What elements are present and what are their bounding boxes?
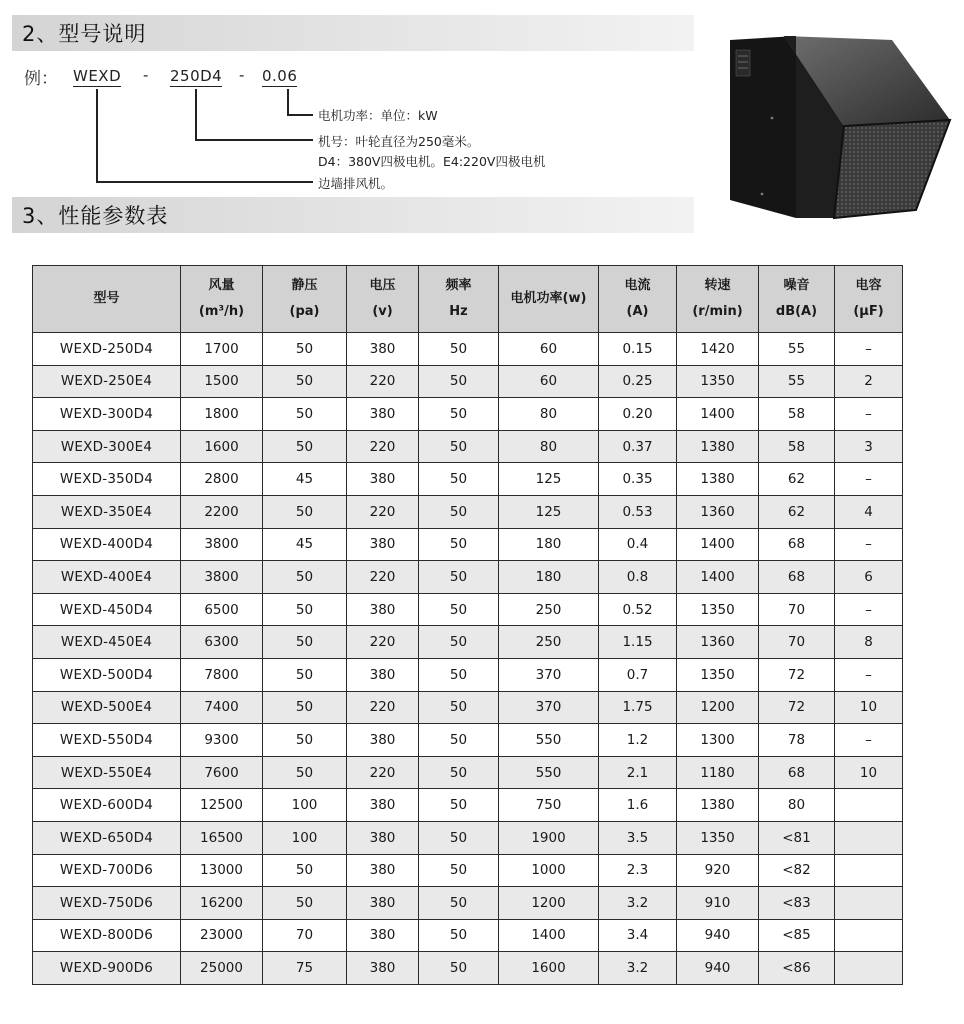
table-row (33, 658, 903, 691)
table-row (33, 430, 903, 463)
cell-voltage: 380 (347, 463, 419, 496)
cell-current: 1.2 (599, 724, 677, 757)
cell-motor-power: 80 (499, 430, 599, 463)
table-row (33, 756, 903, 789)
cell-motor-power: 180 (499, 528, 599, 561)
column-header-unit: (pa) (289, 304, 320, 319)
cell-model: WEXD-650D4 (33, 821, 181, 854)
cell-noise: 58 (759, 398, 835, 431)
cell-model: WEXD-500E4 (33, 691, 181, 724)
cell-static-pressure: 50 (263, 365, 347, 398)
cell-speed: 1360 (677, 626, 759, 659)
cell-capacitance: – (835, 724, 903, 757)
cell-frequency: 50 (419, 658, 499, 691)
cell-airflow: 6500 (181, 593, 263, 626)
cell-static-pressure: 50 (263, 724, 347, 757)
cell-current: 1.6 (599, 789, 677, 822)
cell-speed: 1420 (677, 333, 759, 366)
cell-model: WEXD-400D4 (33, 528, 181, 561)
cell-frequency: 50 (419, 724, 499, 757)
cell-model: WEXD-450D4 (33, 593, 181, 626)
cell-voltage: 380 (347, 789, 419, 822)
table-header-row (33, 266, 903, 333)
column-header-label: 噪音 (783, 278, 810, 293)
column-header-unit: (v) (372, 304, 393, 319)
cell-frequency: 50 (419, 593, 499, 626)
cell-motor-power: 370 (499, 691, 599, 724)
cell-static-pressure: 100 (263, 821, 347, 854)
cell-speed: 1380 (677, 789, 759, 822)
cell-frequency: 50 (419, 789, 499, 822)
cell-motor-power: 80 (499, 398, 599, 431)
cell-voltage: 380 (347, 593, 419, 626)
cell-speed: 1400 (677, 561, 759, 594)
cell-current: 3.2 (599, 887, 677, 920)
cell-airflow: 12500 (181, 789, 263, 822)
cell-frequency: 50 (419, 528, 499, 561)
cell-motor-power: 1000 (499, 854, 599, 887)
cell-airflow: 1600 (181, 430, 263, 463)
cell-noise: 62 (759, 463, 835, 496)
cell-voltage: 220 (347, 365, 419, 398)
cell-motor-power: 125 (499, 495, 599, 528)
cell-speed: 1360 (677, 495, 759, 528)
cell-noise: <85 (759, 919, 835, 952)
cell-airflow: 3800 (181, 528, 263, 561)
table-row (33, 333, 903, 366)
cell-airflow: 23000 (181, 919, 263, 952)
cell-speed: 1400 (677, 398, 759, 431)
cell-current: 0.53 (599, 495, 677, 528)
cell-airflow: 9300 (181, 724, 263, 757)
column-header-label: 转速 (704, 278, 731, 293)
cell-airflow: 2800 (181, 463, 263, 496)
column-header-label: 电机功率(w) (510, 291, 587, 306)
cell-motor-power: 250 (499, 626, 599, 659)
table-row (33, 887, 903, 920)
cell-static-pressure: 50 (263, 430, 347, 463)
cell-noise: <86 (759, 952, 835, 985)
cell-voltage: 380 (347, 887, 419, 920)
cell-model: WEXD-300D4 (33, 398, 181, 431)
cell-noise: <83 (759, 887, 835, 920)
cell-static-pressure: 50 (263, 495, 347, 528)
cell-noise: 72 (759, 658, 835, 691)
cell-noise: 78 (759, 724, 835, 757)
example-prefix: 例： (24, 69, 58, 89)
cell-capacitance (835, 919, 903, 952)
cell-capacitance (835, 821, 903, 854)
cell-motor-power: 550 (499, 724, 599, 757)
cell-current: 0.35 (599, 463, 677, 496)
note-motor-power: 电机功率：单位：kW (318, 108, 438, 123)
cell-frequency: 50 (419, 365, 499, 398)
cell-current: 0.25 (599, 365, 677, 398)
cell-voltage: 220 (347, 691, 419, 724)
column-header-label: 型号 (93, 291, 120, 306)
cell-voltage: 220 (347, 430, 419, 463)
table-row (33, 463, 903, 496)
cell-voltage: 380 (347, 821, 419, 854)
cell-frequency: 50 (419, 333, 499, 366)
cell-static-pressure: 45 (263, 528, 347, 561)
column-header-capacitance (835, 266, 903, 333)
cell-model: WEXD-550D4 (33, 724, 181, 757)
code-size: 250D4 (170, 67, 223, 85)
cell-model: WEXD-700D6 (33, 854, 181, 887)
cell-frequency: 50 (419, 887, 499, 920)
cell-noise: <82 (759, 854, 835, 887)
table-row (33, 789, 903, 822)
cell-model: WEXD-550E4 (33, 756, 181, 789)
cell-motor-power: 250 (499, 593, 599, 626)
cell-airflow: 7400 (181, 691, 263, 724)
cell-motor-power: 1900 (499, 821, 599, 854)
cell-current: 0.8 (599, 561, 677, 594)
cell-capacitance: – (835, 333, 903, 366)
column-header-static-pressure (263, 266, 347, 333)
cell-speed: 1380 (677, 463, 759, 496)
table-row (33, 398, 903, 431)
cell-current: 3.2 (599, 952, 677, 985)
cell-voltage: 380 (347, 724, 419, 757)
column-header-frequency (419, 266, 499, 333)
cell-airflow: 1500 (181, 365, 263, 398)
cell-current: 3.4 (599, 919, 677, 952)
cell-noise: 68 (759, 528, 835, 561)
cell-speed: 1350 (677, 821, 759, 854)
cell-noise: 70 (759, 593, 835, 626)
cell-voltage: 380 (347, 854, 419, 887)
cell-model: WEXD-350E4 (33, 495, 181, 528)
cell-motor-power: 370 (499, 658, 599, 691)
cell-frequency: 50 (419, 952, 499, 985)
column-header-label: 频率 (445, 278, 472, 293)
column-header-label: 静压 (291, 278, 318, 293)
cell-voltage: 380 (347, 398, 419, 431)
cell-current: 0.37 (599, 430, 677, 463)
column-header-unit: (A) (626, 304, 649, 319)
table-row (33, 593, 903, 626)
section-title: 2、型号说明 (22, 22, 147, 46)
cell-capacitance: 6 (835, 561, 903, 594)
cell-frequency: 50 (419, 430, 499, 463)
cell-voltage: 380 (347, 919, 419, 952)
cell-motor-power: 1200 (499, 887, 599, 920)
cell-frequency: 50 (419, 919, 499, 952)
cell-noise: 55 (759, 333, 835, 366)
column-header-label: 电压 (369, 278, 396, 293)
cell-capacitance (835, 887, 903, 920)
cell-model: WEXD-250D4 (33, 333, 181, 366)
cell-current: 2.1 (599, 756, 677, 789)
cell-static-pressure: 50 (263, 593, 347, 626)
section-header-performance (12, 197, 694, 233)
table-row (33, 919, 903, 952)
cell-noise: 68 (759, 756, 835, 789)
cell-airflow: 16500 (181, 821, 263, 854)
cell-voltage: 380 (347, 333, 419, 366)
cell-static-pressure: 70 (263, 919, 347, 952)
cell-speed: 910 (677, 887, 759, 920)
cell-capacitance: 3 (835, 430, 903, 463)
cell-speed: 920 (677, 854, 759, 887)
cell-static-pressure: 50 (263, 854, 347, 887)
cell-capacitance: 4 (835, 495, 903, 528)
cell-speed: 1300 (677, 724, 759, 757)
cell-capacitance: – (835, 658, 903, 691)
cell-capacitance: – (835, 593, 903, 626)
cell-capacitance: – (835, 463, 903, 496)
column-header-speed (677, 266, 759, 333)
cell-speed: 1200 (677, 691, 759, 724)
cell-current: 0.4 (599, 528, 677, 561)
table-row (33, 561, 903, 594)
cell-noise: 55 (759, 365, 835, 398)
cell-airflow: 1800 (181, 398, 263, 431)
cell-frequency: 50 (419, 463, 499, 496)
column-header-label: 电容 (855, 278, 882, 293)
column-header-unit: (m³/h) (198, 304, 245, 319)
table-row (33, 691, 903, 724)
cell-model: WEXD-500D4 (33, 658, 181, 691)
cell-airflow: 16200 (181, 887, 263, 920)
column-header-unit: Hz (449, 304, 468, 319)
cell-static-pressure: 50 (263, 398, 347, 431)
cell-model: WEXD-300E4 (33, 430, 181, 463)
table-row (33, 365, 903, 398)
cell-static-pressure: 50 (263, 626, 347, 659)
section-header-model-description (12, 15, 694, 51)
section-title: 3、性能参数表 (22, 204, 169, 228)
cell-noise: 70 (759, 626, 835, 659)
cell-airflow: 6300 (181, 626, 263, 659)
cell-model: WEXD-250E4 (33, 365, 181, 398)
cell-capacitance: – (835, 528, 903, 561)
cell-voltage: 380 (347, 528, 419, 561)
column-header-motor-power (499, 266, 599, 333)
performance-table (32, 265, 903, 985)
cell-capacitance (835, 952, 903, 985)
column-header-model (33, 266, 181, 333)
cell-voltage: 220 (347, 495, 419, 528)
cell-static-pressure: 50 (263, 691, 347, 724)
cell-current: 0.52 (599, 593, 677, 626)
cell-voltage: 380 (347, 952, 419, 985)
column-header-label: 风量 (208, 278, 235, 293)
cell-static-pressure: 75 (263, 952, 347, 985)
code-dash: - (143, 66, 149, 84)
cell-voltage: 220 (347, 756, 419, 789)
cell-noise: 72 (759, 691, 835, 724)
table-row (33, 952, 903, 985)
cell-airflow: 1700 (181, 333, 263, 366)
cell-speed: 1180 (677, 756, 759, 789)
cell-capacitance: 10 (835, 691, 903, 724)
cell-current: 1.15 (599, 626, 677, 659)
cell-static-pressure: 50 (263, 887, 347, 920)
cell-frequency: 50 (419, 561, 499, 594)
wall-exhaust-fan-icon (724, 22, 952, 222)
note-machine-size: 机号：叶轮直径为250毫米。 (318, 134, 480, 149)
cell-airflow: 7800 (181, 658, 263, 691)
cell-model: WEXD-400E4 (33, 561, 181, 594)
cell-frequency: 50 (419, 854, 499, 887)
table-row (33, 854, 903, 887)
cell-frequency: 50 (419, 626, 499, 659)
column-header-airflow (181, 266, 263, 333)
cell-motor-power: 60 (499, 365, 599, 398)
cell-capacitance: 10 (835, 756, 903, 789)
cell-current: 0.20 (599, 398, 677, 431)
cell-static-pressure: 50 (263, 658, 347, 691)
cell-motor-power: 1600 (499, 952, 599, 985)
table-row (33, 528, 903, 561)
cell-airflow: 2200 (181, 495, 263, 528)
cell-voltage: 380 (347, 658, 419, 691)
cell-motor-power: 180 (499, 561, 599, 594)
cell-static-pressure: 100 (263, 789, 347, 822)
cell-frequency: 50 (419, 691, 499, 724)
cell-model: WEXD-600D4 (33, 789, 181, 822)
cell-noise: 58 (759, 430, 835, 463)
cell-frequency: 50 (419, 821, 499, 854)
cell-model: WEXD-750D6 (33, 887, 181, 920)
cell-capacitance (835, 854, 903, 887)
table-row (33, 495, 903, 528)
cell-frequency: 50 (419, 495, 499, 528)
cell-speed: 940 (677, 952, 759, 985)
cell-speed: 940 (677, 919, 759, 952)
cell-motor-power: 60 (499, 333, 599, 366)
cell-current: 3.5 (599, 821, 677, 854)
cell-airflow: 3800 (181, 561, 263, 594)
cell-capacitance: 8 (835, 626, 903, 659)
cell-capacitance: – (835, 398, 903, 431)
cell-motor-power: 750 (499, 789, 599, 822)
cell-model: WEXD-900D6 (33, 952, 181, 985)
cell-capacitance (835, 789, 903, 822)
cell-noise: 80 (759, 789, 835, 822)
column-header-unit: (μF) (853, 304, 884, 319)
column-header-unit: (r/min) (692, 304, 743, 319)
cell-speed: 1350 (677, 365, 759, 398)
column-header-unit: dB(A) (775, 304, 818, 319)
cell-model: WEXD-350D4 (33, 463, 181, 496)
column-header-current (599, 266, 677, 333)
code-dash: - (239, 66, 245, 84)
cell-speed: 1380 (677, 430, 759, 463)
cell-current: 2.3 (599, 854, 677, 887)
cell-voltage: 220 (347, 626, 419, 659)
cell-speed: 1350 (677, 593, 759, 626)
code-series: WEXD (73, 67, 122, 85)
cell-noise: <81 (759, 821, 835, 854)
column-header-label: 电流 (624, 278, 651, 293)
cell-voltage: 220 (347, 561, 419, 594)
table-row (33, 626, 903, 659)
cell-static-pressure: 50 (263, 561, 347, 594)
cell-model: WEXD-800D6 (33, 919, 181, 952)
cell-current: 1.75 (599, 691, 677, 724)
cell-speed: 1400 (677, 528, 759, 561)
cell-capacitance: 2 (835, 365, 903, 398)
table-row (33, 724, 903, 757)
cell-noise: 68 (759, 561, 835, 594)
cell-model: WEXD-450E4 (33, 626, 181, 659)
cell-static-pressure: 50 (263, 333, 347, 366)
cell-motor-power: 1400 (499, 919, 599, 952)
cell-frequency: 50 (419, 756, 499, 789)
column-header-voltage (347, 266, 419, 333)
column-header-noise (759, 266, 835, 333)
cell-frequency: 50 (419, 398, 499, 431)
cell-current: 0.7 (599, 658, 677, 691)
cell-speed: 1350 (677, 658, 759, 691)
cell-static-pressure: 45 (263, 463, 347, 496)
cell-noise: 62 (759, 495, 835, 528)
cell-motor-power: 550 (499, 756, 599, 789)
cell-airflow: 25000 (181, 952, 263, 985)
cell-airflow: 7600 (181, 756, 263, 789)
code-power: 0.06 (262, 67, 298, 85)
cell-airflow: 13000 (181, 854, 263, 887)
cell-motor-power: 125 (499, 463, 599, 496)
cell-current: 0.15 (599, 333, 677, 366)
table-row (33, 821, 903, 854)
note-motor-type: D4：380V四极电机。E4:220V四极电机 (318, 154, 546, 169)
cell-static-pressure: 50 (263, 756, 347, 789)
note-series: 边墙排风机。 (318, 176, 394, 191)
